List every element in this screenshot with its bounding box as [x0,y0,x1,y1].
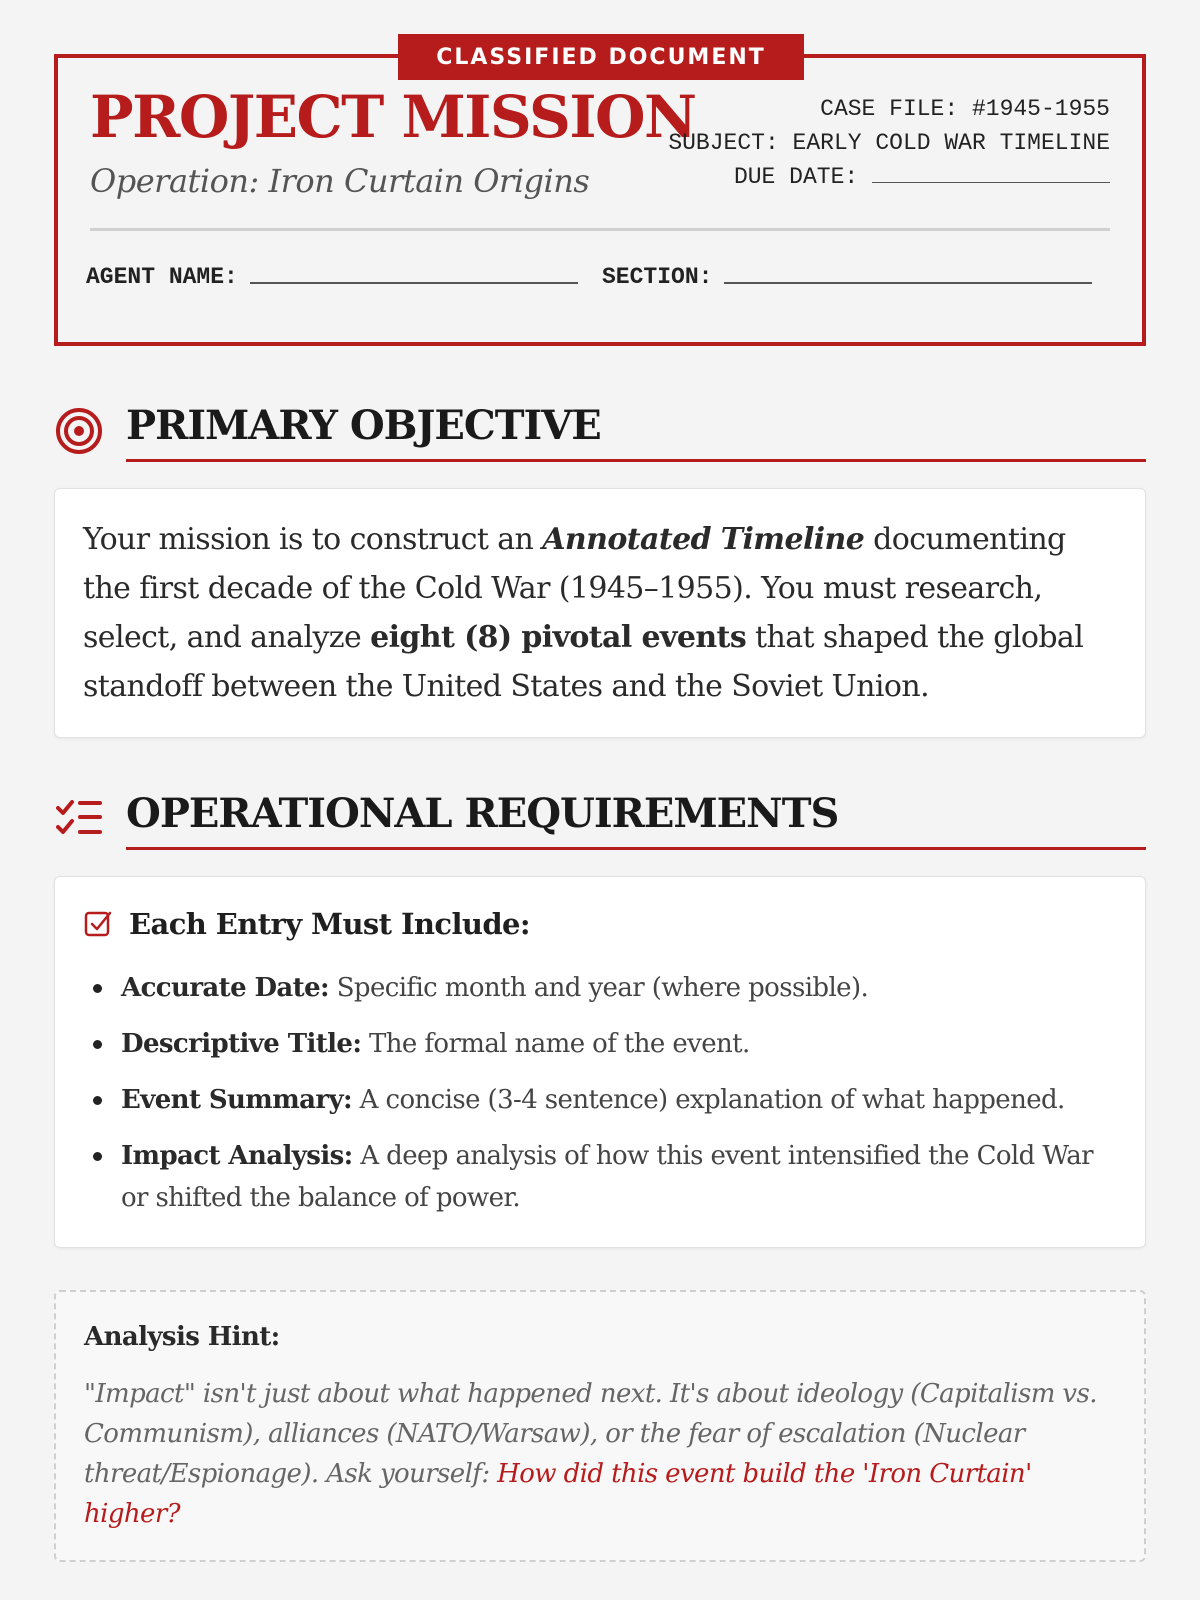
objective-text-part: documenting the first decade of the Cold War (1945–1955). You must research, select, and analyze [83,522,1066,655]
requirements-card-title: Each Entry Must Include: [129,907,530,941]
item-text: The formal name of the event. [361,1029,750,1059]
list-item [83,967,1115,1009]
classified-stamp: CLASSIFIED DOCUMENT [398,34,804,80]
list-item [83,1135,1115,1219]
checklist-icon [54,794,104,844]
item-label: Descriptive Title: [121,1029,362,1059]
page-subtitle: Operation: Iron Curtain Origins [90,162,590,200]
objective-text-part: Your mission is to construct an [83,522,543,557]
item-label: Event Summary: [121,1085,352,1115]
objective-strong: eight (8) pivotal events [370,620,747,655]
requirements-card-header [83,907,530,941]
item-label: Accurate Date: [121,973,330,1003]
section-label: SECTION: [602,264,713,290]
hint-title: Analysis Hint: [84,1322,280,1352]
checkbox-icon [83,909,113,939]
section-heading-objective [54,402,1146,462]
case-meta [668,92,1110,194]
due-date-label: DUE DATE: [733,164,859,190]
objective-text-part: that shaped the global standoff between the United States and the Soviet Union. [83,620,1084,704]
list-item [83,1023,1115,1065]
hint-accent-text: How did this event build the 'Iron Curtain' higher? [84,1459,1032,1529]
objective-text [55,489,1145,737]
case-file: CASE FILE: #1945-1955 [820,96,1110,122]
target-icon [54,406,104,456]
section-field[interactable] [724,282,1092,284]
divider [90,228,1110,231]
item-text: A deep analysis of how this event intensified the Cold War or shifted the balance of power. [121,1141,1093,1213]
subject: SUBJECT: EARLY COLD WAR TIMELINE [668,130,1110,156]
heading-rule [126,459,1146,462]
item-text: A concise (3-4 sentence) explanation of what happened. [351,1085,1065,1115]
hint-body [84,1374,1104,1534]
requirements-list [83,967,1115,1233]
objective-heading: PRIMARY OBJECTIVE [126,402,601,449]
objective-emphasis: Annotated Timeline [542,522,865,557]
agent-name-field[interactable] [250,282,578,284]
due-date-field[interactable] [872,160,1110,183]
requirements-card [54,876,1146,1248]
item-text: Specific month and year (where possible). [329,973,869,1003]
analysis-hint-box [54,1290,1146,1562]
dossier-header [54,54,1146,346]
section-heading-requirements [54,790,1146,850]
due-date [668,160,1110,194]
list-item [83,1079,1115,1121]
item-label: Impact Analysis: [121,1141,353,1171]
page-title: PROJECT MISSION [90,83,696,151]
hint-text: "Impact" isn't just about what happened next. It's about ideology (Capitalism vs. Communism), alliances (NATO/Warsaw), or the fear of escalation (Nuclear threat/Espionage). Ask yourself: [84,1379,1097,1489]
agent-name-label: AGENT NAME: [86,264,238,290]
requirements-heading: OPERATIONAL REQUIREMENTS [126,790,839,837]
objective-card [54,488,1146,738]
heading-rule [126,847,1146,850]
